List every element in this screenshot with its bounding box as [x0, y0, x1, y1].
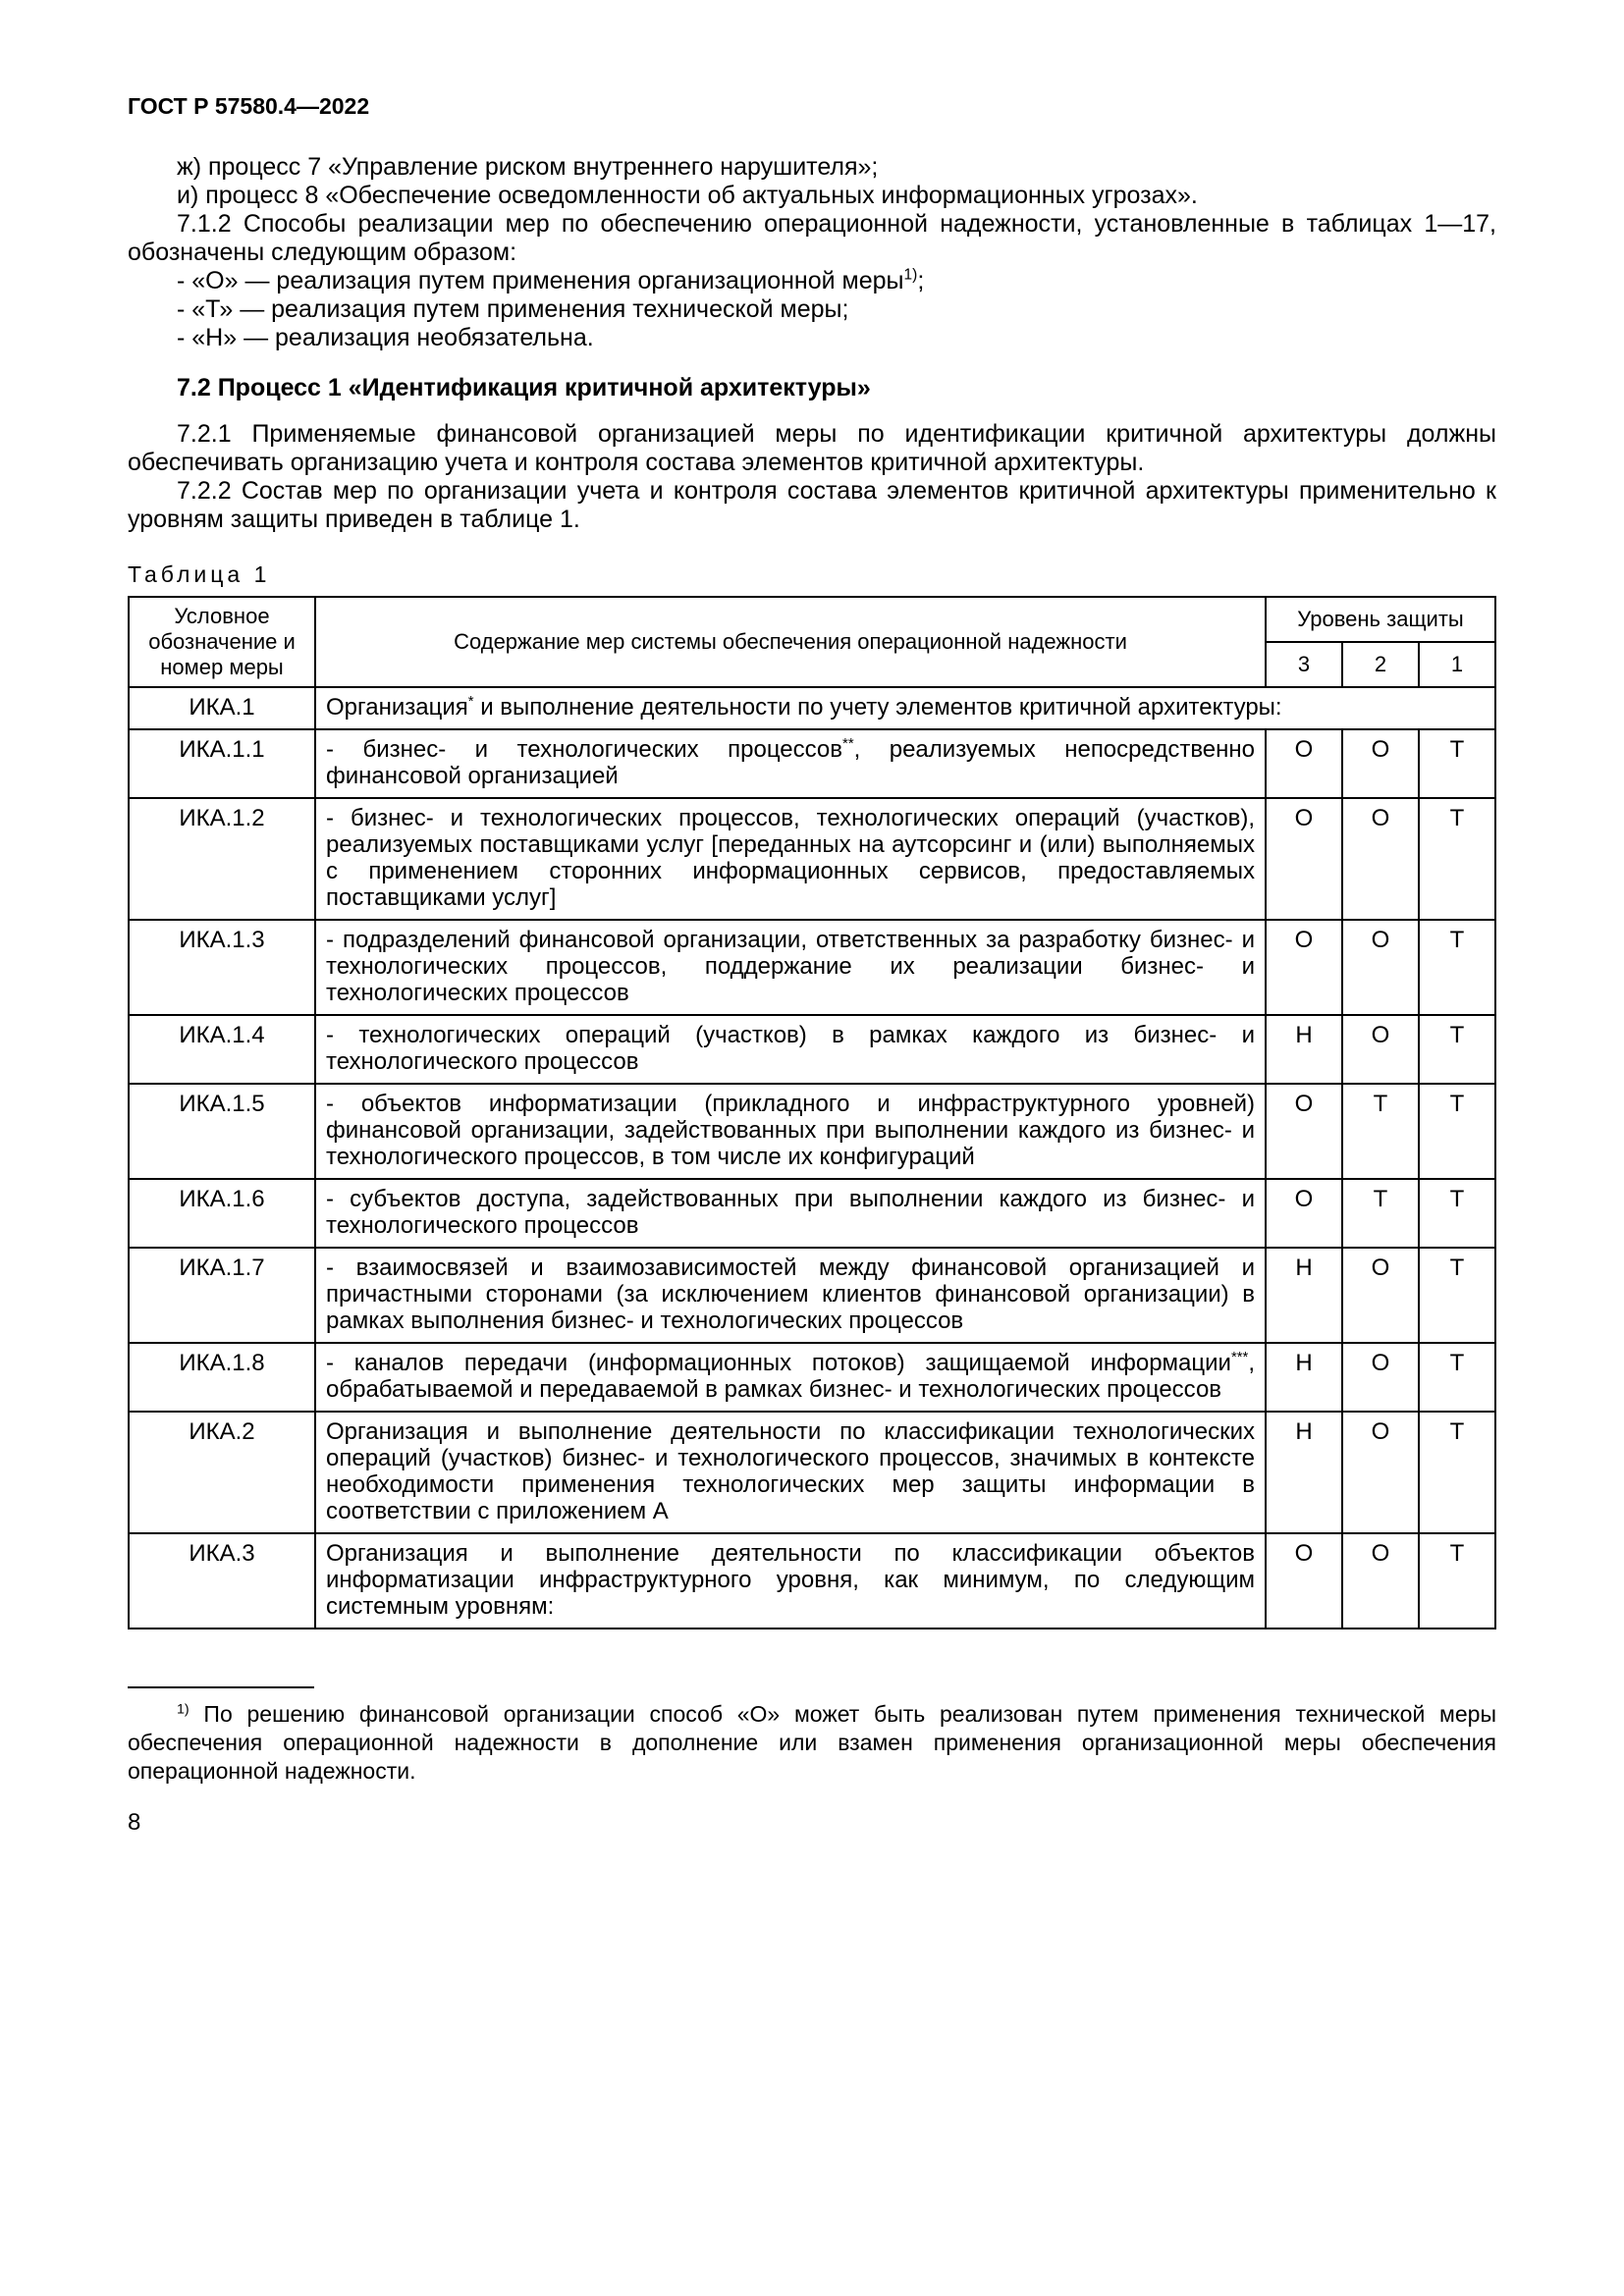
- footnote-1: [128, 1700, 1496, 1786]
- footnote-marker: ***: [1230, 1350, 1249, 1365]
- table-row: [129, 687, 1495, 729]
- table-row: [129, 729, 1495, 798]
- level-value: О: [1342, 1015, 1419, 1084]
- list-item-zh: ж) процесс 7 «Управление риском внутреннего нарушителя»;: [177, 153, 879, 181]
- level-value: О: [1342, 729, 1419, 798]
- level-value: О: [1342, 1343, 1419, 1412]
- measure-text: - подразделений финансовой организации, ответственных за разработку бизнес- и технологических процессов, поддержание их реализации бизнес- и технологических процессов: [315, 920, 1266, 1015]
- measure-id: ИКА.1: [129, 687, 315, 729]
- paragraph-712: 7.1.2 Способы реализации мер по обеспечению операционной надежности, установленные в таблицах 1—17, обозначены следующим образом:: [128, 210, 1496, 266]
- table-row: [129, 1015, 1495, 1084]
- legend-item-o: [128, 267, 1496, 295]
- measure-id: ИКА.1.3: [129, 920, 315, 1015]
- list-item-i: и) процесс 8 «Обеспечение осведомленности об актуальных информационных угрозах».: [177, 182, 1198, 209]
- footnote-1-text: По решению финансовой организации способ «О» может быть реализован путем применения технической меры обеспечения операционной надежности в дополнение или взамен применения организационной меры обеспечения операционной надежности.: [128, 1701, 1496, 1784]
- measure-id: ИКА.1.1: [129, 729, 315, 798]
- measure-id: ИКА.1.5: [129, 1084, 315, 1179]
- level-value: О: [1266, 1533, 1342, 1629]
- level-value: Т: [1419, 729, 1495, 798]
- footnote-marker: *: [467, 694, 474, 710]
- level-value: О: [1342, 920, 1419, 1015]
- level-value: О: [1342, 1412, 1419, 1533]
- level-value: О: [1342, 1248, 1419, 1343]
- level-value: О: [1266, 1084, 1342, 1179]
- level-value: Н: [1266, 1248, 1342, 1343]
- measure-id: ИКА.1.8: [129, 1343, 315, 1412]
- footnote-marker: **: [842, 736, 854, 752]
- measure-text: - бизнес- и технологических процессов**, реализуемых непосредственно финансовой организацией: [315, 729, 1266, 798]
- level-value: О: [1266, 798, 1342, 920]
- measure-id: ИКА.2: [129, 1412, 315, 1533]
- footnote-marker-1: 1): [177, 1701, 189, 1718]
- measure-text: - технологических операций (участков) в рамках каждого из бизнес- и технологического процессов: [315, 1015, 1266, 1084]
- col-header-protection-level: Уровень защиты: [1266, 597, 1495, 642]
- col-header-content: Содержание мер системы обеспечения операционной надежности: [315, 597, 1266, 687]
- footnote-rule: [128, 1686, 314, 1688]
- level-value: О: [1342, 798, 1419, 920]
- level-value: Т: [1419, 1179, 1495, 1248]
- col-header-level-1: 1: [1419, 642, 1495, 687]
- table-caption: Таблица 1: [128, 561, 271, 587]
- table-row: [129, 798, 1495, 920]
- measure-id: ИКА.1.2: [129, 798, 315, 920]
- measure-id: ИКА.1.4: [129, 1015, 315, 1084]
- measure-id: ИКА.3: [129, 1533, 315, 1629]
- level-value: О: [1266, 1179, 1342, 1248]
- col-header-designation: Условное обозначение и номер меры: [129, 597, 315, 687]
- header-row-main: [129, 597, 1495, 642]
- measure-id: ИКА.1.7: [129, 1248, 315, 1343]
- level-value: Н: [1266, 1412, 1342, 1533]
- paragraph-722: 7.2.2 Состав мер по организации учета и контроля состава элементов критичной архитектуры применительно к уровням защиты приведен в таблице 1.: [128, 477, 1496, 533]
- table-row: [129, 920, 1495, 1015]
- measure-text: - бизнес- и технологических процессов, технологических операций (участков), реализуемых поставщиками услуг [переданных на аутсорсинг и (или) выполняемых с применением сторонних информационных сервисов, предоставляемых поставщиками услуг]: [315, 798, 1266, 920]
- level-value: Т: [1342, 1179, 1419, 1248]
- level-value: Т: [1419, 798, 1495, 920]
- level-value: Т: [1419, 1015, 1495, 1084]
- measures-table-body: [129, 687, 1495, 1629]
- legend-item-o-tail: ;: [917, 267, 925, 294]
- measure-id: ИКА.1.6: [129, 1179, 315, 1248]
- level-value: Н: [1266, 1343, 1342, 1412]
- col-header-level-3: 3: [1266, 642, 1342, 687]
- measure-text: - каналов передачи (информационных потоков) защищаемой информации***, обрабатываемой и передаваемой в рамках бизнес- и технологических процессов: [315, 1343, 1266, 1412]
- level-value: Т: [1419, 1412, 1495, 1533]
- table-row: [129, 1084, 1495, 1179]
- section-heading-72: 7.2 Процесс 1 «Идентификация критичной архитектуры»: [177, 374, 871, 401]
- level-value: О: [1342, 1533, 1419, 1629]
- measures-table: [128, 596, 1496, 1629]
- col-header-level-2: 2: [1342, 642, 1419, 687]
- running-header: ГОСТ Р 57580.4—2022: [128, 93, 370, 119]
- measure-text: - взаимосвязей и взаимозависимостей между финансовой организацией и причастными сторонами (за исключением клиентов финансовой организации) в рамках выполнения бизнес- и технологических процессов: [315, 1248, 1266, 1343]
- table-row: [129, 1248, 1495, 1343]
- level-value: Т: [1419, 1533, 1495, 1629]
- level-value: Т: [1342, 1084, 1419, 1179]
- legend-item-t: - «Т» — реализация путем применения технической меры;: [177, 295, 849, 323]
- level-value: Т: [1419, 1343, 1495, 1412]
- table-row: [129, 1179, 1495, 1248]
- table-row: [129, 1412, 1495, 1533]
- legend-item-n: - «Н» — реализация необязательна.: [177, 324, 594, 351]
- level-value: О: [1266, 920, 1342, 1015]
- level-value: Н: [1266, 1015, 1342, 1084]
- page-number: 8: [128, 1809, 141, 1836]
- measures-table-head: [129, 597, 1495, 687]
- paragraph-721: 7.2.1 Применяемые финансовой организацией меры по идентификации критичной архитектуры должны обеспечивать организацию учета и контроля состава элементов критичной архитектуры.: [128, 420, 1496, 476]
- level-value: Т: [1419, 1084, 1495, 1179]
- measure-text: Организация* и выполнение деятельности по учету элементов критичной архитектуры:: [315, 687, 1495, 729]
- measure-text: - субъектов доступа, задействованных при выполнении каждого из бизнес- и технологического процессов: [315, 1179, 1266, 1248]
- level-value: Т: [1419, 1248, 1495, 1343]
- level-value: О: [1266, 729, 1342, 798]
- table-row: [129, 1343, 1495, 1412]
- measure-text: - объектов информатизации (прикладного и инфраструктурного уровней) финансовой организации, задействованных при выполнении каждого из бизнес- и технологического процессов, в том числе их конфигураций: [315, 1084, 1266, 1179]
- measure-text: Организация и выполнение деятельности по классификации объектов информатизации инфраструктурного уровня, как минимум, по следующим системным уровням:: [315, 1533, 1266, 1629]
- legend-item-o-text: - «О» — реализация путем применения организационной меры: [177, 267, 904, 294]
- level-value: Т: [1419, 920, 1495, 1015]
- measure-text: Организация и выполнение деятельности по классификации технологических операций (участков) бизнес- и технологического процессов, значимых в контексте необходимости применения технологических мер защиты информации в соответствии с приложением А: [315, 1412, 1266, 1533]
- table-row: [129, 1533, 1495, 1629]
- footnote-reference-1: 1): [903, 266, 918, 284]
